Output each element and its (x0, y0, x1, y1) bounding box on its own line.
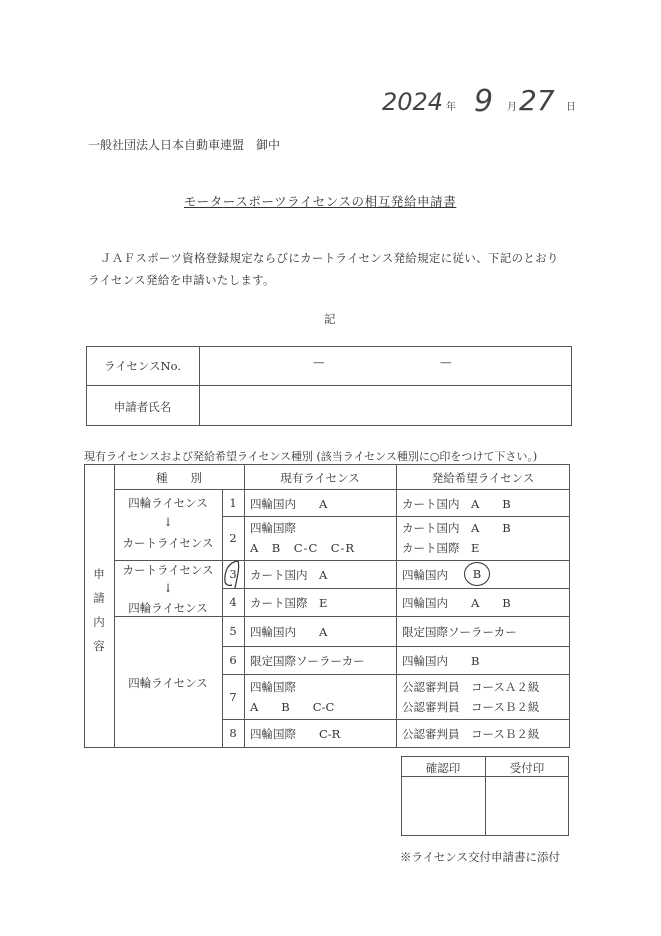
date-day-unit: 日 (566, 102, 576, 113)
license-no-label: ライセンスNo. (104, 359, 181, 373)
desired-license: 公認審判員 コースＢ２級 (402, 727, 540, 741)
license-no-separator: — (313, 355, 325, 369)
current-license: 四輪国内 A (250, 625, 328, 639)
date-year-unit: 年 (446, 102, 456, 113)
date-year: 2024 (382, 88, 444, 116)
license-no-field[interactable] (200, 347, 571, 384)
group-3-label: 四輪ライセンス (128, 676, 208, 690)
addressee: 一般社団法人日本自動車連盟 御中 (88, 138, 281, 152)
group-2-from: カートライセンス (122, 563, 214, 577)
desired-license: 四輪国内 B (402, 654, 480, 668)
confirm-stamp-label: 確認印 (425, 761, 461, 775)
confirm-stamp-area[interactable] (402, 777, 484, 835)
row-number[interactable]: 1 (229, 496, 237, 510)
types-caption: 現有ライセンスおよび発給希望ライセンス種別 (該当ライセンス種別に○印をつけて下さい。) (84, 450, 538, 463)
date-month-unit: 月 (507, 102, 517, 113)
current-license: カート国内 A (250, 568, 328, 582)
desired-license: カート国内 A B (402, 521, 511, 535)
current-license: 四輪国際 (250, 521, 296, 535)
row-number[interactable]: 4 (229, 595, 237, 609)
side-label-char: 容 (93, 639, 105, 653)
row-number[interactable]: 2 (229, 531, 237, 545)
row-number[interactable]: 7 (229, 690, 237, 704)
current-license: A B C-C (250, 700, 335, 714)
desired-license: カート国際 E (402, 541, 480, 555)
divider (222, 719, 570, 720)
row-number[interactable]: 3 (229, 567, 237, 581)
intro-line-2: ライセンス発給を申請いたします。 (88, 273, 275, 287)
divider (114, 616, 570, 617)
header-category: 種 別 (156, 471, 202, 485)
receipt-stamp-label: 受付印 (509, 761, 545, 775)
header-current-license: 現有ライセンス (280, 471, 360, 485)
divider (222, 489, 223, 748)
desired-license: 限定国際ソーラーカー (402, 625, 517, 639)
date-day: 27 (519, 84, 555, 117)
desired-license: 公認審判員 コースＡ２級 (402, 680, 540, 694)
divider (222, 674, 570, 675)
side-label-char: 内 (93, 615, 105, 629)
desired-license: 公認審判員 コースＢ２級 (402, 700, 540, 714)
license-no-separator: — (440, 355, 452, 369)
desired-license-prefix: 四輪国内 (402, 568, 448, 582)
side-label-char: 請 (93, 591, 105, 605)
divider (86, 385, 572, 386)
row-number[interactable]: 5 (229, 624, 237, 638)
receipt-stamp-area[interactable] (486, 777, 568, 835)
current-license: A B C-C C-R (250, 541, 356, 555)
row-number[interactable]: 6 (229, 653, 237, 667)
divider (222, 516, 570, 517)
side-label-char: 申 (93, 567, 105, 581)
current-license: 四輪国際 (250, 680, 296, 694)
desired-license-circled: B (472, 567, 482, 581)
document-title: モータースポーツライセンスの相互発給申請書 (184, 194, 457, 209)
intro-line-1: ＪＡＦスポーツ資格登録規定ならびにカートライセンス発給規定に従い、下記のとおり (100, 251, 559, 265)
desired-license: 四輪国内 A B (402, 596, 511, 610)
divider (244, 464, 245, 748)
divider (114, 560, 570, 561)
desired-license: カート国内 A B (402, 497, 511, 511)
date-month: 9 (474, 84, 494, 119)
row-number[interactable]: 8 (229, 726, 237, 740)
divider (222, 646, 570, 647)
group-2-arrow: ↓ (163, 581, 173, 595)
current-license: 限定国際ソーラーカー (250, 654, 365, 668)
current-license: 四輪国際 C-R (250, 727, 341, 741)
current-license: カート国際 E (250, 596, 328, 610)
divider (114, 489, 570, 490)
divider (222, 588, 570, 589)
header-desired-license: 発給希望ライセンス (431, 471, 535, 485)
ki-label: 記 (324, 312, 336, 326)
footnote: ※ライセンス交付申請書に添付 (400, 850, 560, 864)
group-1-from: 四輪ライセンス (128, 496, 208, 510)
group-1-to: カートライセンス (122, 536, 214, 550)
group-2-to: 四輪ライセンス (128, 601, 208, 615)
current-license: 四輪国内 A (250, 497, 328, 511)
applicant-name-label: 申請者氏名 (113, 400, 172, 414)
divider (396, 464, 397, 748)
group-1-arrow: ↓ (163, 515, 173, 529)
